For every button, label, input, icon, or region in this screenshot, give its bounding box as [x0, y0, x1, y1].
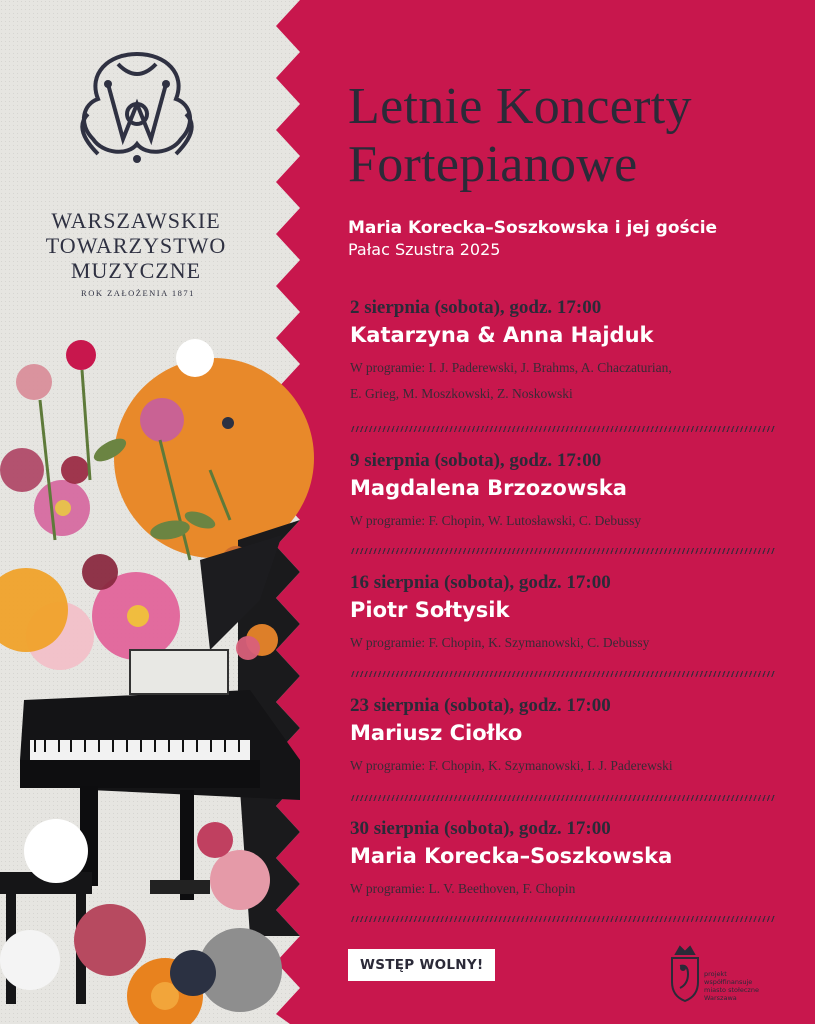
- event-title-line1: Letnie Koncerty: [348, 78, 692, 135]
- white-dot: [176, 339, 214, 377]
- warsaw-coat-of-arms-icon: [668, 944, 702, 1004]
- concert-item: [350, 695, 780, 779]
- concert-date: 2 sierpnia (sobota), godz. 17:00: [350, 297, 602, 318]
- concert-program-line: W programie: F. Chopin, W. Lutosławski, C. Debussy: [350, 513, 642, 528]
- concert-item: [350, 297, 780, 407]
- organization-name-line: WARSZAWSKIE: [51, 208, 221, 233]
- funding-line: Warszawa: [704, 994, 737, 1002]
- concert-performer: Katarzyna & Anna Hajduk: [350, 323, 654, 347]
- concert-item: [350, 572, 780, 656]
- left-illustration-panel: [0, 0, 320, 1024]
- divider: [350, 671, 775, 677]
- funding-line: projekt współfinansuje: [704, 970, 753, 986]
- navy-dot-small: [222, 417, 234, 429]
- event-subtitle: Maria Korecka–Soszkowska i jej goście: [348, 218, 718, 238]
- concert-performer: Mariusz Ciołko: [350, 721, 523, 745]
- founded-year: ROK ZAŁOŻENIA 1871: [81, 288, 195, 298]
- concert-program-line: W programie: I. J. Paderewski, J. Brahms, A. Chaczaturian,: [350, 360, 672, 375]
- divider: [350, 548, 775, 554]
- concert-item: [350, 818, 780, 902]
- organization-name-line: MUZYCZNE: [70, 258, 202, 283]
- concert-date: 30 sierpnia (sobota), godz. 17:00: [350, 818, 611, 839]
- magenta-dot: [66, 340, 96, 370]
- concert-performer: Piotr Sołtysik: [350, 598, 510, 622]
- event-title-line2: Fortepianowe: [348, 136, 638, 193]
- concert-date: 16 sierpnia (sobota), godz. 17:00: [350, 572, 611, 593]
- concert-performer: Maria Korecka–Soszkowska: [350, 844, 673, 868]
- concert-program-line: E. Grieg, M. Moszkowski, Z. Noskowski: [350, 386, 573, 401]
- monogram-crest-icon: [68, 44, 206, 166]
- funding-line: miasto stołeczne: [704, 986, 759, 994]
- organization-name-line: TOWARZYSTWO: [45, 233, 227, 258]
- funding-note: [704, 970, 764, 1002]
- concert-item: [350, 450, 780, 534]
- concert-program-line: W programie: L. V. Beethoven, F. Chopin: [350, 881, 576, 896]
- event-title: [348, 78, 692, 194]
- concert-date: 23 sierpnia (sobota), godz. 17:00: [350, 695, 611, 716]
- concert-program-line: W programie: F. Chopin, K. Szymanowski, C. Debussy: [350, 635, 650, 650]
- event-venue: Pałac Szustra 2025: [348, 240, 501, 259]
- organization-name: [20, 208, 252, 283]
- concert-date: 9 sierpnia (sobota), godz. 17:00: [350, 450, 602, 471]
- white-dot-large: [24, 819, 88, 883]
- concert-program-line: W programie: F. Chopin, K. Szymanowski, I. J. Paderewski: [350, 758, 673, 773]
- navy-dot-large: [170, 950, 216, 996]
- divider: [350, 426, 775, 432]
- concert-performer: Magdalena Brzozowska: [350, 476, 627, 500]
- free-entry-badge: WSTĘP WOLNY!: [348, 949, 495, 981]
- divider: [350, 795, 775, 801]
- divider: [350, 916, 775, 922]
